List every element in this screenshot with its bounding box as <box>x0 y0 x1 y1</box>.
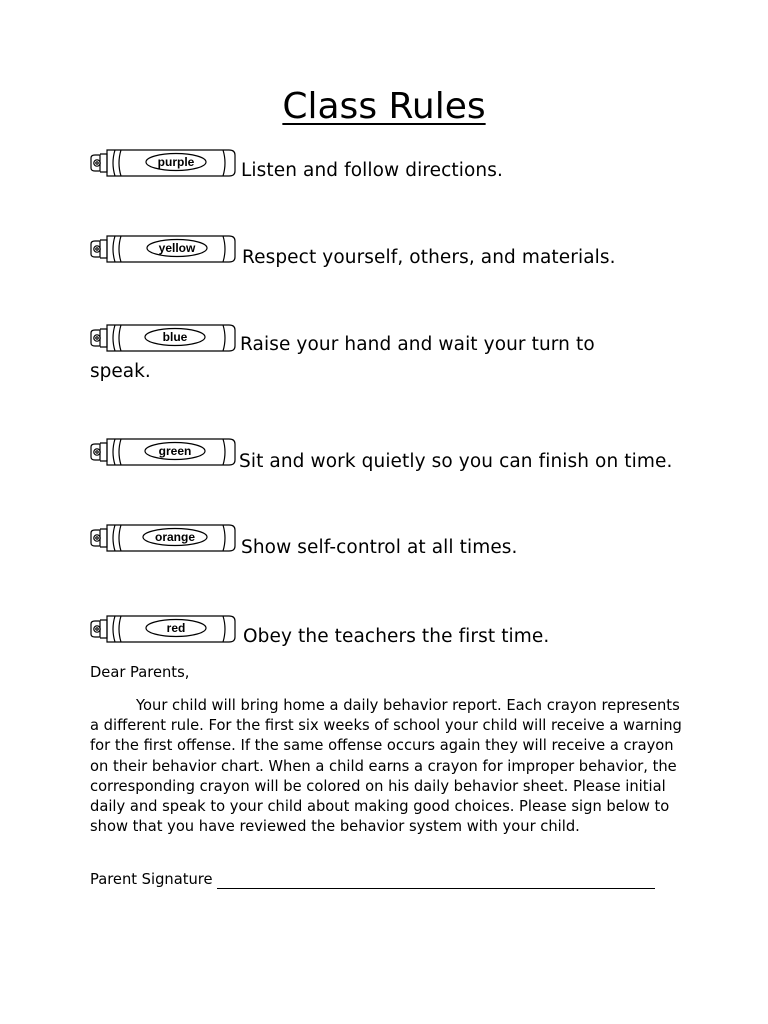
rule-text: Respect yourself, others, and materials. <box>242 247 616 268</box>
orange-crayon-icon <box>89 521 239 555</box>
red-crayon-icon <box>89 612 239 646</box>
yellow-crayon-icon <box>89 232 239 266</box>
rule-text: Sit and work quietly so you can finish on time. <box>239 451 673 472</box>
rule-text-continuation: speak. <box>90 361 151 382</box>
crayon-label: red <box>166 621 186 635</box>
green-crayon-icon <box>89 435 239 469</box>
crayon-label: purple <box>157 155 195 169</box>
letter-salutation: Dear Parents, <box>90 664 190 681</box>
purple-crayon-icon <box>89 146 239 180</box>
letter-body-text: Your child will bring home a daily behavior report. Each crayon represents a different rule. For the first six weeks of school your child will receive a warning for the first offense. If the same offense occurs again they will receive a crayon on their behavior chart. When a child earns a crayon for improper behavior, the corresponding crayon will be colored on his daily behavior sheet. Please initial daily and speak to your child about making good choices. Please sign below to show that you have reviewed the behavior system with your child. <box>90 697 682 836</box>
crayon-label: green <box>158 444 192 458</box>
crayon-label: blue <box>162 330 188 344</box>
crayon-label: orange <box>154 530 196 544</box>
crayon-label: yellow <box>158 241 196 255</box>
letter-body <box>90 696 690 837</box>
rule-text: Obey the teachers the first time. <box>243 626 550 647</box>
signature-line[interactable] <box>217 888 655 889</box>
page-title: Class Rules <box>282 86 486 127</box>
signature-label: Parent Signature <box>90 871 213 888</box>
rule-text: Show self-control at all times. <box>241 537 518 558</box>
blue-crayon-icon <box>89 321 239 355</box>
rule-text: Listen and follow directions. <box>241 160 503 181</box>
rule-text: Raise your hand and wait your turn to <box>240 334 595 355</box>
